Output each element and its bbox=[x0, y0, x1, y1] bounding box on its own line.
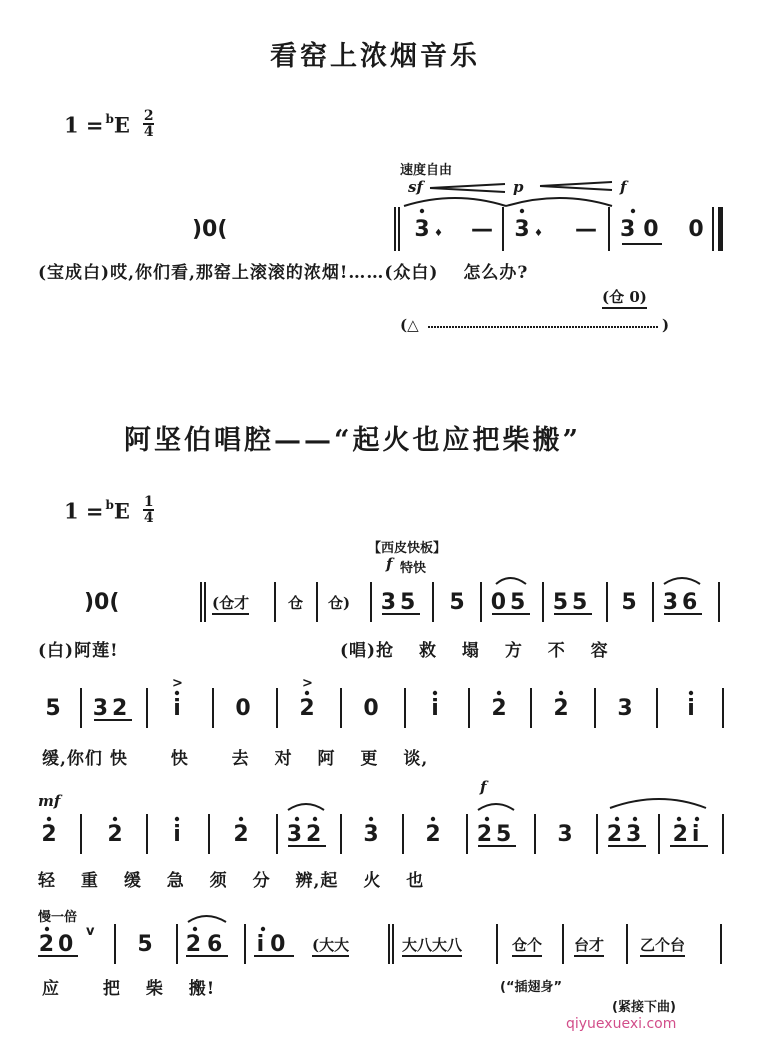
tempo-change: 慢一倍 bbox=[38, 910, 78, 925]
note: 5 bbox=[45, 696, 61, 721]
barline bbox=[656, 688, 658, 728]
note: i bbox=[687, 696, 695, 721]
barline bbox=[204, 582, 206, 622]
barline bbox=[652, 582, 654, 622]
gong-pattern: 仓 bbox=[288, 594, 304, 612]
barline bbox=[114, 924, 116, 964]
gong-pattern: 仓个 bbox=[512, 934, 542, 955]
gong-pattern: 仓) bbox=[328, 594, 351, 612]
piece1-time-signature: $\frac{2}{4}$ bbox=[143, 108, 154, 140]
gong-pattern: (大大 bbox=[312, 934, 349, 955]
row1-lyric-sung: (唱)抢 救 塌 方 不 容 bbox=[340, 641, 609, 661]
barline bbox=[146, 814, 148, 854]
piece1-percussion-roll-open: (△ bbox=[400, 316, 419, 334]
fermata-mark: ♦ bbox=[434, 228, 443, 239]
barline bbox=[276, 814, 278, 854]
note: 0 bbox=[688, 217, 704, 242]
barline bbox=[398, 207, 400, 251]
note: i bbox=[173, 696, 181, 721]
barline bbox=[146, 688, 148, 728]
gong-pattern: 台才 bbox=[574, 934, 604, 955]
barline bbox=[276, 688, 278, 728]
barline bbox=[316, 582, 318, 622]
barline bbox=[720, 924, 722, 964]
barline bbox=[80, 688, 82, 728]
barline bbox=[534, 814, 536, 854]
note: 2 bbox=[299, 696, 315, 721]
note: 0 bbox=[235, 696, 251, 721]
watermark: qiyuexuexi.com bbox=[566, 1016, 677, 1032]
piece1-dynamic-f: f bbox=[620, 178, 627, 196]
note: 2 bbox=[41, 822, 57, 847]
note: 2 bbox=[107, 822, 123, 847]
note: 26 bbox=[185, 932, 229, 957]
note: 0 bbox=[363, 696, 379, 721]
barline bbox=[718, 582, 720, 622]
note: 2 bbox=[233, 822, 249, 847]
barline bbox=[496, 924, 498, 964]
note: 32 bbox=[92, 696, 132, 721]
gong-pattern: 大八大八 bbox=[402, 934, 462, 955]
note: i bbox=[173, 822, 181, 847]
row2-lyric: 缓,你们 快 快 去 对 阿 更 谈, bbox=[42, 749, 429, 769]
note: i0 bbox=[256, 932, 292, 957]
note: 32 bbox=[286, 822, 326, 847]
barline bbox=[80, 814, 82, 854]
barline bbox=[712, 207, 714, 251]
note: 3 bbox=[514, 217, 530, 242]
piece2-intro: )0( bbox=[84, 590, 120, 615]
piece2-dynamic-f: f bbox=[386, 555, 393, 573]
piece1-lyric-line: (宝成白)哎,你们看,那窑上滚滚的浓烟!……(众白) 怎么办? bbox=[38, 263, 529, 283]
barline bbox=[608, 207, 610, 251]
accent-mark: > bbox=[302, 676, 313, 691]
gong-pattern: 乙个台 bbox=[640, 934, 685, 955]
accent-mark: > bbox=[172, 676, 183, 691]
barline bbox=[658, 814, 660, 854]
barline bbox=[466, 814, 468, 854]
fermata-mark: ♦ bbox=[534, 228, 543, 239]
note: 5 bbox=[449, 590, 465, 615]
barline bbox=[370, 582, 372, 622]
barline bbox=[542, 582, 544, 622]
barline bbox=[340, 814, 342, 854]
note: 3 bbox=[617, 696, 633, 721]
note: 55 bbox=[552, 590, 592, 615]
note: 2 bbox=[425, 822, 441, 847]
note: — bbox=[471, 217, 493, 242]
barline bbox=[594, 688, 596, 728]
barline bbox=[388, 924, 390, 964]
piece1-tempo: 速度自由 bbox=[400, 163, 453, 178]
dynamic-mf: mf bbox=[38, 792, 61, 810]
note: 25 bbox=[476, 822, 516, 847]
breath-mark: v bbox=[86, 924, 95, 939]
note: 5 bbox=[137, 932, 153, 957]
row4-percussion-note: (“插翅身” bbox=[500, 980, 563, 995]
row3-lyric: 轻 重 缓 急 须 分 辨,起 火 也 bbox=[38, 871, 425, 891]
row4-lyric: 应 把 柴 搬! bbox=[42, 979, 216, 999]
note: 23 bbox=[606, 822, 646, 847]
barline bbox=[722, 814, 724, 854]
piece1-key-signature: 1 = $^b$E $\frac{2}{4}$ bbox=[64, 108, 154, 140]
piece2-title: 阿坚伯唱腔——“起火也应把柴搬” bbox=[124, 425, 582, 456]
piece2-mode: 【西皮快板】 bbox=[368, 541, 447, 556]
note: 05 bbox=[490, 590, 530, 615]
final-barline bbox=[718, 207, 723, 251]
note: 36 bbox=[662, 590, 702, 615]
note: 30 bbox=[620, 217, 667, 242]
note: — bbox=[575, 217, 597, 242]
barline bbox=[722, 688, 724, 728]
note: 3 bbox=[414, 217, 430, 242]
barline bbox=[480, 582, 482, 622]
barline bbox=[562, 924, 564, 964]
piece1-percussion-roll-close: ) bbox=[662, 316, 670, 334]
barline bbox=[606, 582, 608, 622]
piece1-percussion-end: (仓 0) bbox=[602, 286, 647, 307]
piece1-intro: )0( bbox=[192, 217, 228, 242]
barline bbox=[402, 814, 404, 854]
barline bbox=[208, 814, 210, 854]
barline bbox=[176, 924, 178, 964]
piece1-title: 看窑上浓烟音乐 bbox=[270, 41, 480, 72]
note: 3 bbox=[557, 822, 573, 847]
barline bbox=[530, 688, 532, 728]
piece2-key-signature: 1 = $^b$E $\frac{1}{4}$ bbox=[64, 494, 154, 526]
barline bbox=[502, 207, 504, 251]
note: i bbox=[431, 696, 439, 721]
note: 2 bbox=[553, 696, 569, 721]
continuation-note: (紧接下曲) bbox=[612, 1000, 676, 1015]
note: 3 bbox=[363, 822, 379, 847]
barline bbox=[468, 688, 470, 728]
piece1-dynamic-p: p bbox=[513, 178, 524, 196]
barline bbox=[392, 924, 394, 964]
note: 2i bbox=[672, 822, 704, 847]
piece2-tempo: 特快 bbox=[400, 561, 427, 576]
piece1-dynamic-sf: sf bbox=[408, 178, 423, 196]
barline bbox=[212, 688, 214, 728]
barline bbox=[626, 924, 628, 964]
note: 5 bbox=[621, 590, 637, 615]
barline bbox=[340, 688, 342, 728]
note: 2 bbox=[491, 696, 507, 721]
note: 35 bbox=[380, 590, 420, 615]
barline bbox=[244, 924, 246, 964]
barline bbox=[404, 688, 406, 728]
barline bbox=[274, 582, 276, 622]
barline bbox=[432, 582, 434, 622]
gong-pattern: (仓才 bbox=[212, 592, 249, 613]
barline bbox=[394, 207, 396, 251]
barline bbox=[200, 582, 202, 622]
note: 20 bbox=[38, 932, 78, 957]
barline bbox=[596, 814, 598, 854]
piece2-time-signature: $\frac{1}{4}$ bbox=[143, 494, 154, 526]
row1-lyric-spoken: (白)阿莲! bbox=[38, 641, 119, 661]
dynamic-f: f bbox=[480, 778, 487, 796]
